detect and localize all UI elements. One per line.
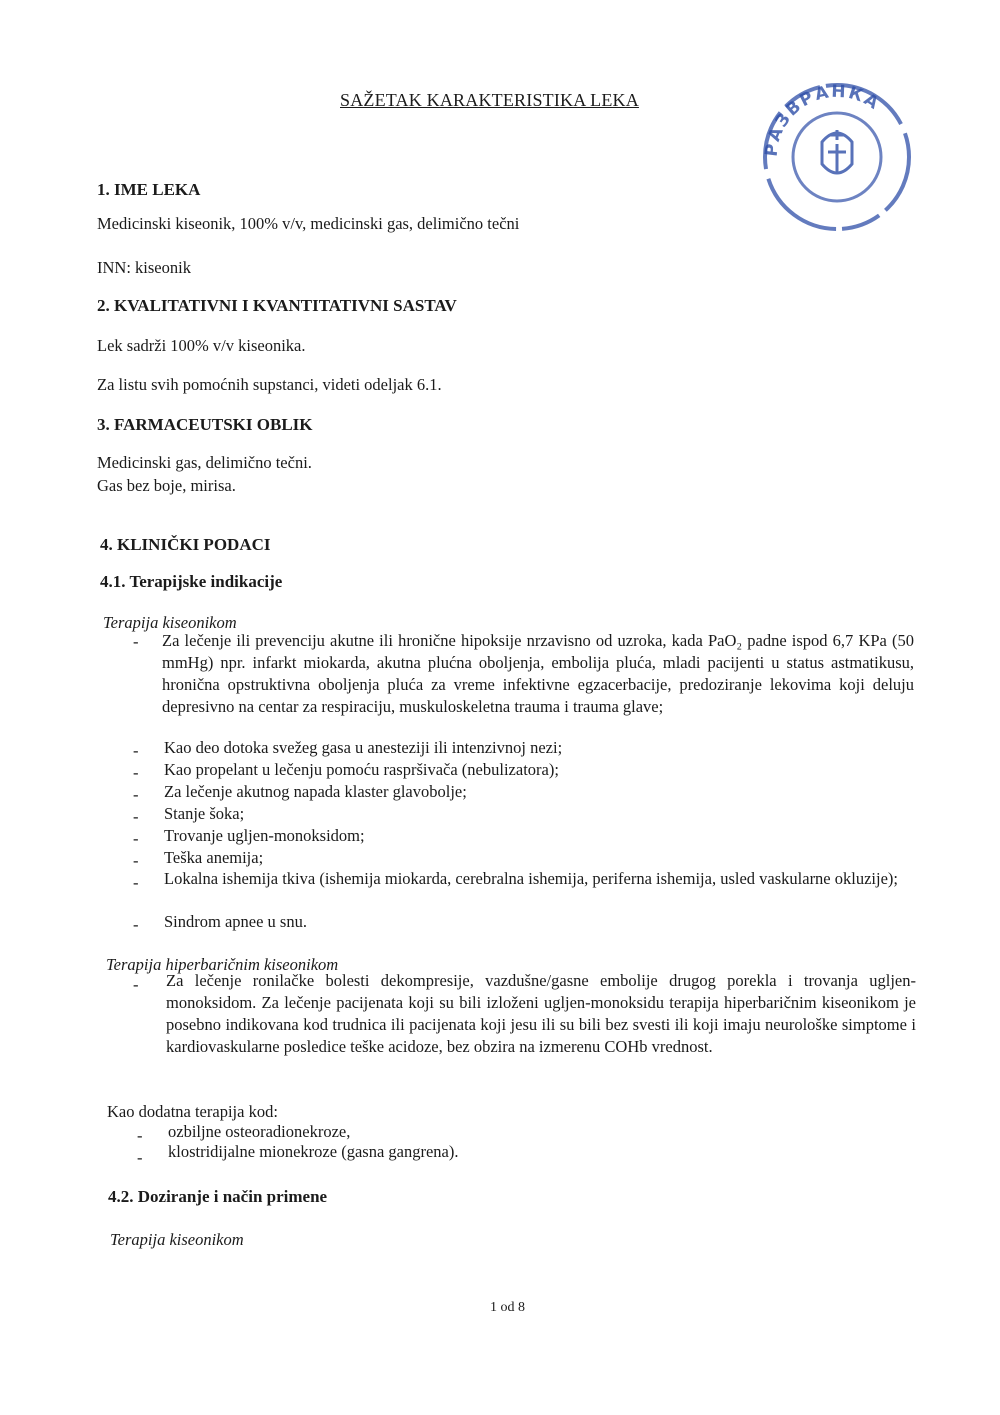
drug-name-line: Medicinski kiseonik, 100% v/v, medicinski gas, delimično tečni — [97, 214, 520, 233]
composition-line: Lek sadrži 100% v/v kiseonika. — [97, 336, 306, 355]
bullet-dash: - — [137, 1126, 143, 1145]
form-line-2: Gas bez boje, mirisa. — [97, 476, 236, 495]
section-4-2-heading: 4.2. Doziranje i način primene — [108, 1187, 328, 1206]
indication-item: Kao propelant u lečenju pomoću raspršivača (nebulizatora); — [164, 760, 559, 779]
indication-item-ischemia: Lokalna ishemija tkiva (ishemija miokarda, cerebralna ishemija, periferna ishemija, usled vaskularne okluzije); — [164, 869, 898, 888]
bullet-dash: - — [133, 915, 139, 934]
bullet-dash: - — [133, 632, 139, 651]
bullet-dash: - — [133, 873, 139, 892]
section-2-heading: 2. KVALITATIVNI I KVANTITATIVNI SASTAV — [97, 296, 457, 315]
bullet-dash: - — [137, 1148, 143, 1167]
indication-item: Sindrom apnee u snu. — [164, 912, 307, 931]
subheading-oxygen-therapy: Terapija kiseonikom — [103, 613, 237, 632]
indication-item: Stanje šoka; — [164, 804, 245, 823]
coat-of-arms-icon — [822, 130, 852, 173]
section-3-heading: 3. FARMACEUTSKI OBLIK — [97, 415, 313, 434]
excipients-line: Za listu svih pomoćnih supstanci, videti odeljak 6.1. — [97, 375, 442, 394]
bullet-dash: - — [133, 741, 139, 760]
indication-item: Kao deo dotoka svežeg gasa u anesteziji ili intenzivnoj nezi; — [164, 738, 563, 757]
indication-item: Za lečenje akutnog napada klaster glavobolje; — [164, 782, 467, 801]
subheading-oxygen-therapy-dosage: Terapija kiseonikom — [110, 1230, 244, 1249]
bullet-dash: - — [133, 807, 139, 826]
bullet-dash: - — [133, 763, 139, 782]
bullet-dash: - — [133, 975, 139, 994]
page-number: 1 od 8 — [490, 1300, 525, 1315]
document-title: SAŽETAK KARAKTERISTIKA LEKA — [340, 90, 639, 110]
stamp-text: РАЗВРАНКА — [761, 81, 884, 158]
section-4-1-heading: 4.1. Terapijske indikacije — [100, 572, 283, 591]
section-1-heading: 1. IME LEKA — [97, 180, 201, 199]
subheading-hyperbaric-therapy: Terapija hiperbaričnim kiseonikom — [106, 955, 339, 974]
adjunct-item: klostridijalne mionekroze (gasna gangrena). — [168, 1142, 459, 1161]
hyperbaric-indication-item: Za lečenje ronilačke bolesti dekompresije, vazdušne/gasne embolije drugog porekla i trovanja ugljen-monoksidom. Za lečenje pacijenata koji su bili izloženi ugljen-monoksidu terapija hiperbaričnim kiseonikom je posebno indikovana kod trudnica ili pacijenata koji jesu ili su bili bez svesti ili koji imaju neurološke simptome i kardiovaskularne posledice teške acidoze, bez obzira na izmerenu COHb vrednost. — [166, 971, 916, 1056]
indication-item: Trovanje ugljen-monoksidom; — [164, 826, 365, 845]
bullet-dash: - — [133, 829, 139, 848]
adjunct-item: ozbiljne osteoradionekroze, — [168, 1122, 351, 1141]
form-line-1: Medicinski gas, delimično tečni. — [97, 453, 312, 472]
section-4-heading: 4. KLINIČKI PODACI — [100, 535, 271, 554]
inn-line: INN: kiseonik — [97, 258, 191, 277]
indication-item-hypoxia: Za lečenje ili prevenciju akutne ili hronične hipoksije nrzavisno od uzroka, kada PaO₂ padne ispod 6,7 KPa (50 mmHg) npr. infarkt miokarda, akutna plućna oboljenja, embolija pluća, mladi pacijenti u status astmatikusu, hronična opstruktivna oboljenja pluća za vreme infektivne egzacerbacije, predoziranje lekovima koji deluju depresivno na centar za respiraciju, muskuloskeletna trauma i trauma glave; — [162, 631, 914, 716]
bullet-dash: - — [133, 851, 139, 870]
indication-item: Teška anemija; — [164, 848, 264, 867]
adjunct-therapy-intro: Kao dodatna terapija kod: — [107, 1102, 278, 1121]
bullet-dash: - — [133, 785, 139, 804]
official-stamp — [752, 72, 922, 242]
